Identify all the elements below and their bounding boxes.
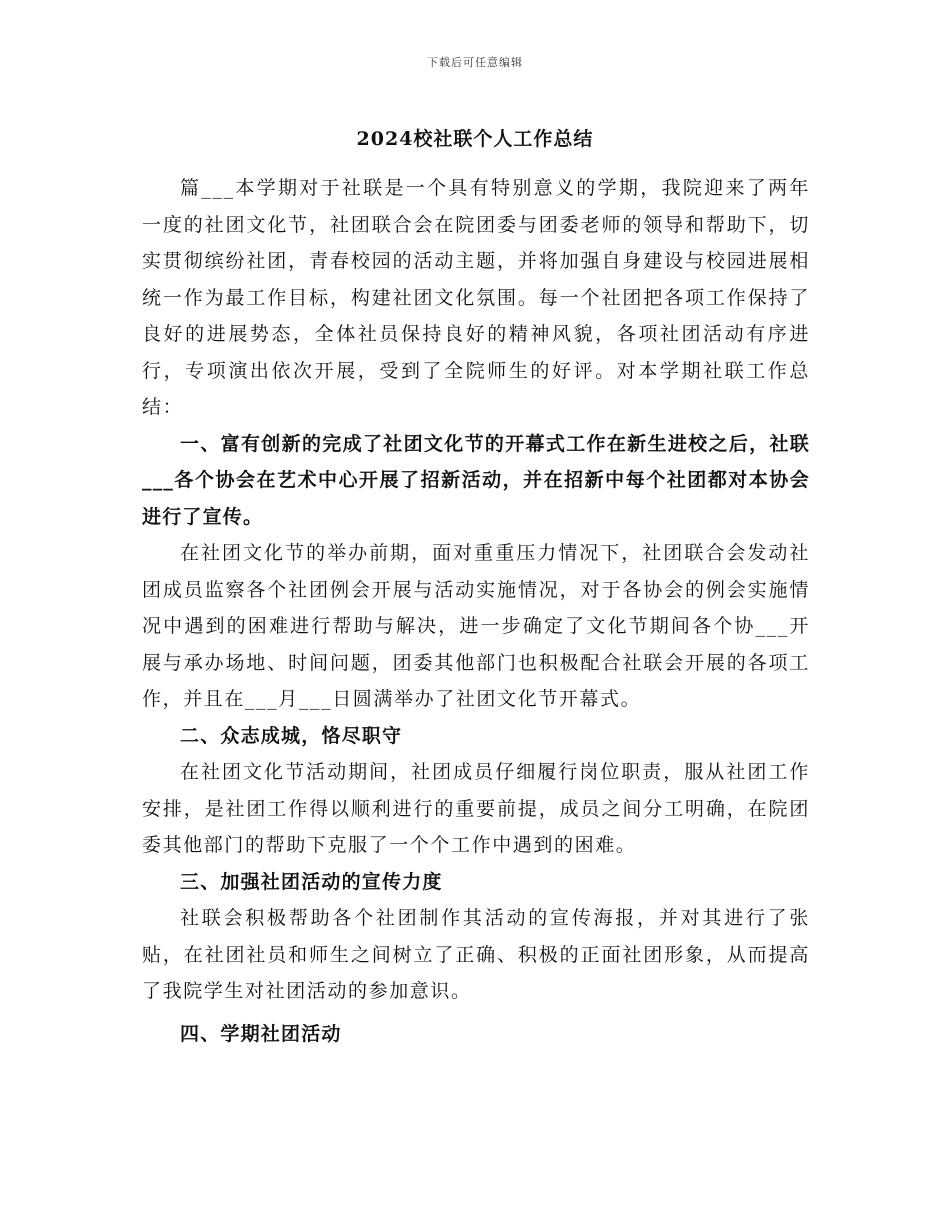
document-body [142, 170, 810, 1052]
section-heading-3: 三、加强社团活动的宣传力度 [180, 870, 443, 893]
intro-paragraph: 篇___本学期对于社联是一个具有特别意义的学期，我院迎来了两年一度的社团文化节，社团联合会在院团委与团委老师的领导和帮助下，切实贯彻缤纷社团，青春校园的活动主题，并将加强自身建设与校园进展相统一作为最工作目标，构建社团文化氛围。每一个社团把各项工作保持了良好的进展势态，全体社员保持良好的精神风貌，各项社团活动有序进行，专项演出依次开展，受到了全院师生的好评。对本学期社联工作总结： [142, 177, 810, 418]
page-header-note: 下载后可任意编辑 [427, 56, 523, 69]
document-title: 2024校社联个人工作总结 [356, 128, 594, 150]
body-paragraph: 社联会积极帮助各个社团制作其活动的宣传海报，并对其进行了张贴，在社团社员和师生之间树立了正确、积极的正面社团形象，从而提高了我院学生对社团活动的参加意识。 [142, 907, 810, 1002]
body-paragraph: 在社团文化节的举办前期，面对重重压力情况下，社团联合会发动社团成员监察各个社团例会开展与活动实施情况，对于各协会的例会实施情况中遇到的困难进行帮助与解决，进一步确定了文化节期间各个协___开展与承办场地、时间问题，团委其他部门也积极配合社联会开展的各项工作，并且在___月___日圆满举办了社团文化节开幕式。 [142, 542, 810, 710]
section-heading-1: 一、富有创新的完成了社团文化节的开幕式工作在新生进校之后，社联___各个协会在艺术中心开展了招新活动，并在招新中每个社团都对本协会进行了宣传。 [142, 432, 810, 528]
section-heading-2: 二、众志成城，恪尽职守 [180, 724, 403, 747]
body-paragraph: 在社团文化节活动期间，社团成员仔细履行岗位职责，服从社团工作安排，是社团工作得以顺利进行的重要前提，成员之间分工明确，在院团委其他部门的帮助下克服了一个个工作中遇到的困难。 [142, 761, 810, 856]
section-heading-4: 四、学期社团活动 [180, 1022, 342, 1045]
